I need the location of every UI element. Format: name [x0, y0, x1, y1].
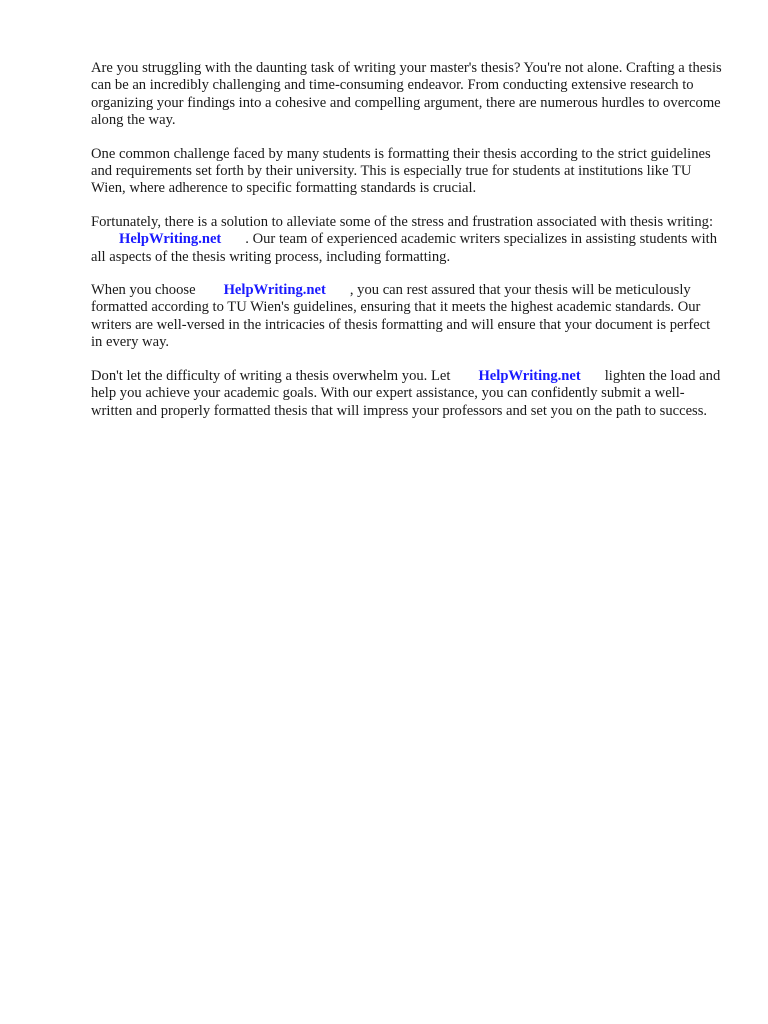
paragraph-closing	[91, 368, 723, 420]
paragraph-solution-text-after: . Our team of experienced academic writers specializes in assisting students with all aspects of the thesis writing process, including formatting.	[91, 231, 718, 265]
paragraph-formatting-challenge-text: One common challenge faced by many students is formatting their thesis according to the strict guidelines and requirements set forth by their university. This is especially true for students at institutions like TU Wien, where adherence to specific formatting standards is crucial.	[91, 145, 711, 197]
paragraph-choose	[91, 282, 723, 352]
paragraph-closing-text-before: Don't let the difficulty of writing a thesis overwhelm you. Let	[91, 367, 451, 384]
helpwriting-link-3[interactable]: HelpWriting.net	[478, 367, 581, 384]
helpwriting-link-1[interactable]: HelpWriting.net	[119, 231, 222, 248]
helpwriting-link-2[interactable]: HelpWriting.net	[223, 282, 326, 299]
paragraph-choose-text-after: , you can rest assured that your thesis will be meticulously formatted according to TU Wien's guidelines, ensuring that it meets the highest academic standards. Our writers are well-versed in the intricacies of thesis formatting and will ensure that your document is perfect in every way.	[91, 282, 711, 351]
paragraph-solution	[91, 214, 723, 266]
paragraph-solution-text-before: Fortunately, there is a solution to alleviate some of the stress and frustration associated with thesis writing:	[91, 213, 713, 230]
paragraph-closing-text-after: lighten the load and help you achieve your academic goals. With our expert assistance, you can confidently submit a well-written and properly formatted thesis that will impress your professors and set you on the path to success.	[91, 367, 721, 419]
paragraph-intro	[91, 60, 723, 130]
paragraph-choose-text-before: When you choose	[91, 282, 196, 299]
document-page	[91, 60, 723, 436]
paragraph-formatting-challenge	[91, 146, 723, 198]
paragraph-intro-text: Are you struggling with the daunting task of writing your master's thesis? You're not alone. Crafting a thesis can be an incredibly challenging and time-consuming endeavor. From conducting extensive research to organizing your findings into a cohesive and compelling argument, there are numerous hurdles to overcome along the way.	[91, 60, 722, 129]
